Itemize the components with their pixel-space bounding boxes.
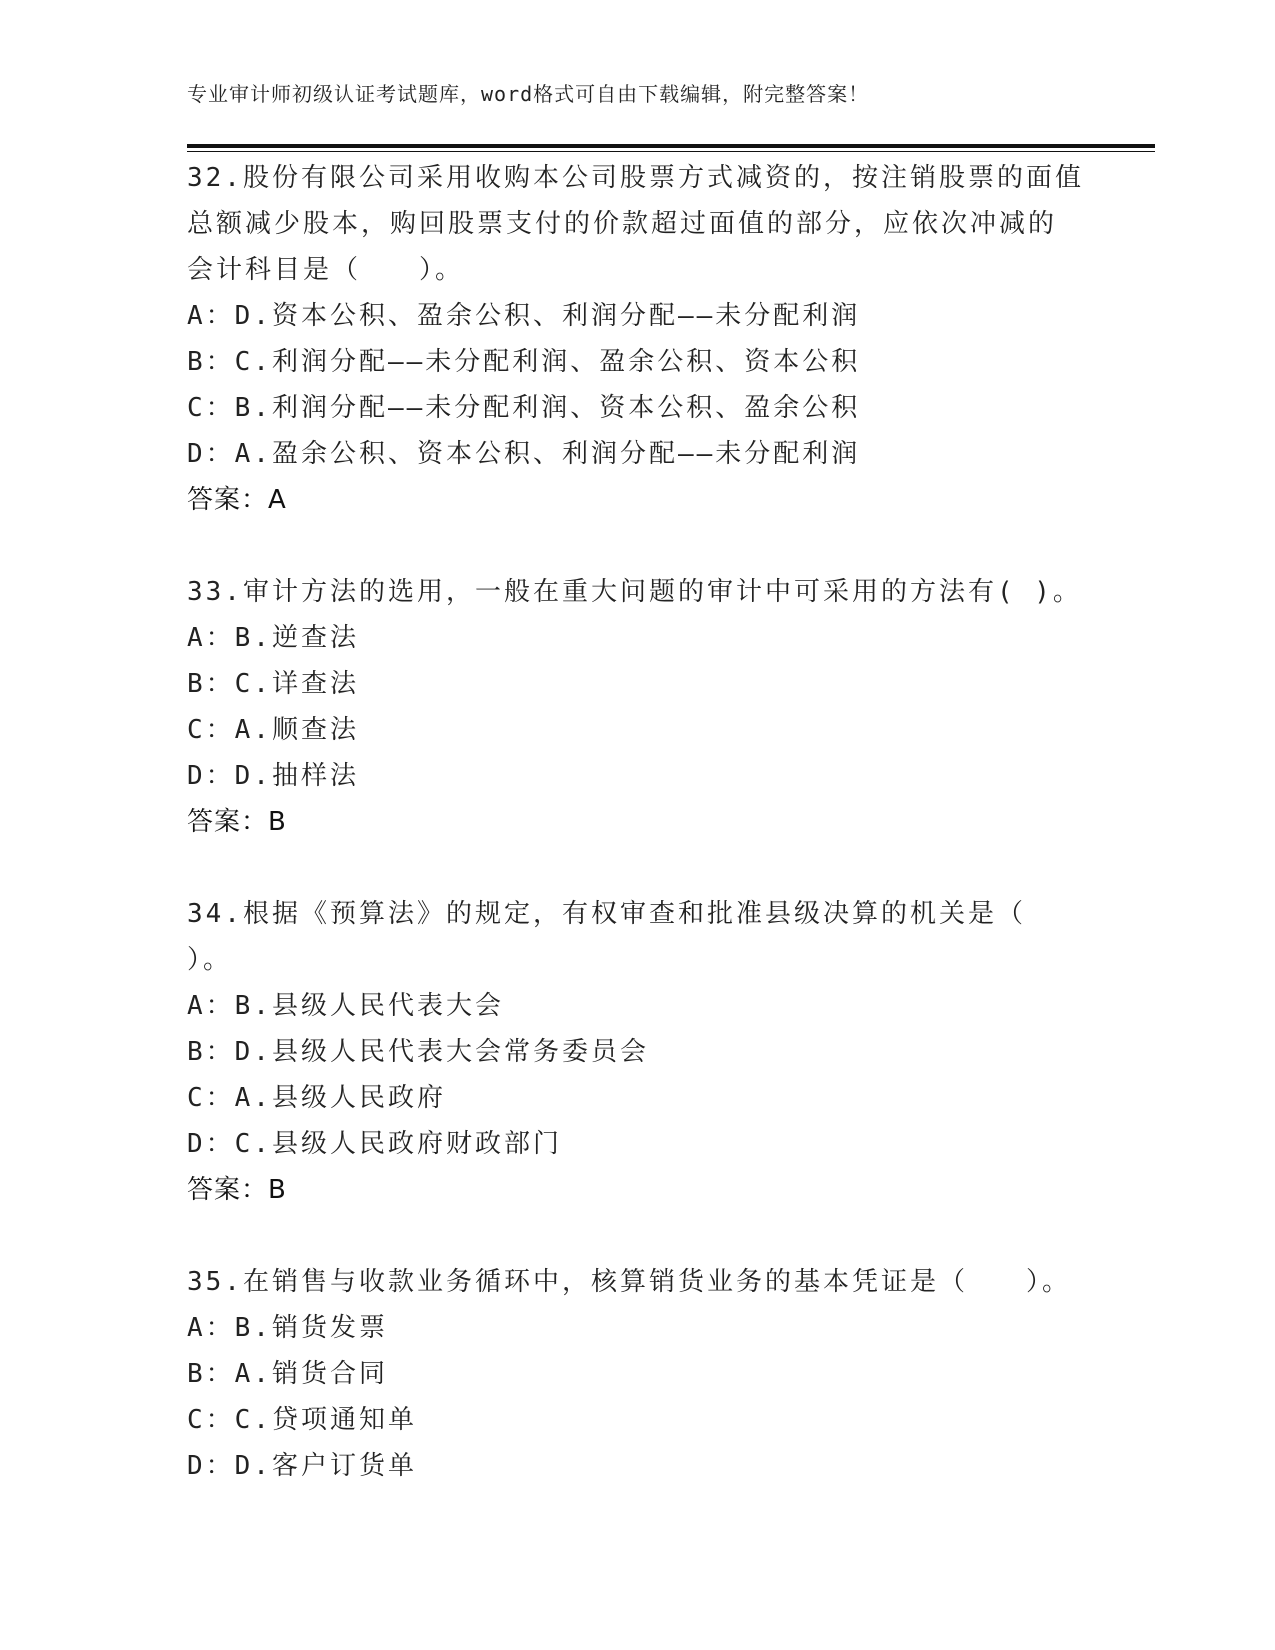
answer: 答案：A (187, 485, 287, 515)
option-b: B：C.详查法 (187, 669, 359, 699)
question-text: 会计科目是（ ）。 (187, 255, 465, 285)
question-text: 35.在销售与收款业务循环中，核算销货业务的基本凭证是（ ）。 (187, 1267, 1071, 1297)
option-c: C：A.顺查法 (187, 715, 359, 745)
option-a: A：B.逆查法 (187, 623, 359, 653)
question-34 (187, 891, 1087, 1213)
option-d: D：C.县级人民政府财政部门 (187, 1129, 562, 1159)
question-text: 32.股份有限公司采用收购本公司股票方式减资的，按注销股票的面值 (187, 163, 1084, 193)
question-35 (187, 1259, 1087, 1489)
option-b: B：C.利润分配——未分配利润、盈余公积、资本公积 (187, 347, 861, 377)
option-c: C：A.县级人民政府 (187, 1083, 446, 1113)
question-32 (187, 155, 1087, 523)
header-rule-thin (187, 151, 1155, 152)
question-list (187, 155, 1087, 1535)
option-d: D：A.盈余公积、资本公积、利润分配——未分配利润 (187, 439, 861, 469)
option-d: D：D.客户订货单 (187, 1451, 417, 1481)
question-33 (187, 569, 1087, 845)
question-text: 33.审计方法的选用，一般在重大问题的审计中可采用的方法有( )。 (187, 577, 1082, 607)
option-a: A：B.销货发票 (187, 1313, 388, 1343)
header-rule-thick (187, 144, 1155, 148)
option-c: C：B.利润分配——未分配利润、资本公积、盈余公积 (187, 393, 861, 423)
question-text: ）。 (187, 945, 233, 975)
question-text: 总额减少股本，购回股票支付的价款超过面值的部分，应依次冲减的 (187, 209, 1058, 239)
option-a: A：D.资本公积、盈余公积、利润分配——未分配利润 (187, 301, 861, 331)
answer: 答案：B (187, 807, 287, 837)
option-c: C：C.贷项通知单 (187, 1405, 417, 1435)
option-a: A：B.县级人民代表大会 (187, 991, 504, 1021)
option-d: D：D.抽样法 (187, 761, 359, 791)
option-b: B：A.销货合同 (187, 1359, 388, 1389)
option-b: B：D.县级人民代表大会常务委员会 (187, 1037, 649, 1067)
page-header: 专业审计师初级认证考试题库，word格式可自由下载编辑，附完整答案！ (187, 82, 870, 106)
question-text: 34.根据《预算法》的规定，有权审查和批准县级决算的机关是（ (187, 899, 1026, 929)
answer: 答案：B (187, 1175, 287, 1205)
